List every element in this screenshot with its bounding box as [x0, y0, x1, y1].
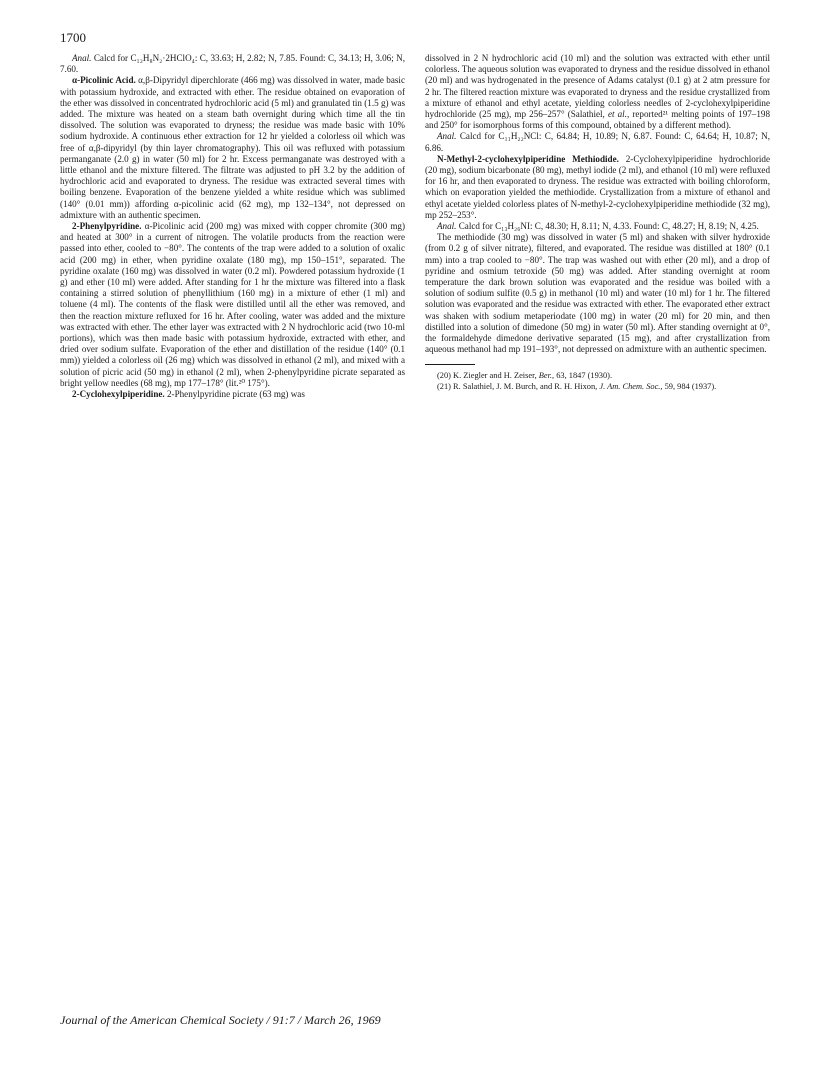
footnote-text: , 59, 984 (1937). — [660, 381, 717, 391]
section-heading: α-Picolinic Acid. — [72, 75, 136, 86]
footnote-text: , 63, 1847 (1930). — [552, 371, 613, 381]
analysis-paragraph — [60, 53, 405, 75]
anal-label: Anal. — [437, 221, 457, 232]
footnote-20 — [425, 371, 770, 381]
paragraph-text: , reported²¹ melting points of 197–198 and 250° for isomorphous forms of this compound, obtained by a different method). — [425, 109, 770, 131]
anal-label: Anal. — [437, 131, 457, 142]
section-heading: 2-Cyclohexylpiperidine. — [72, 389, 165, 400]
journal-name: Ber. — [538, 371, 553, 381]
paragraph-text: 2-Cyclohexylpiperidine hydrochloride (20 mg), sodium bicarbonate (80 mg), methyl iodide (2 ml), and ethanol (10 ml) were refluxed for 16 hr, and then evaporated to dryness. The residue was extracted with boiling chloroform, which on evaporation yielded the methiodide. Crystallization from a mixture of ethanol and ethyl acetate yielded colorless plates of N-methyl-2-cyclohexylpiperidine methiodide (32 mg), mp 252–253°. — [425, 153, 770, 220]
footnote-text: (20) K. Ziegler and H. Zeiser, — [437, 371, 539, 381]
analysis-text: Calcd for C₁₃H₂₆NI: C, 48.30; H, 8.11; N, 4.33. Found: C, 48.27; H, 8.19; N, 4.25. — [456, 221, 759, 232]
paragraph-text: The methiodide (30 mg) was dissolved in water (5 ml) and shaken with silver hydroxide (from 0.2 g of silver nitrate), filtered, and evaporated. The residue was distilled at 180° (0.1 mm) into a trap cooled to −80°. The trap was washed out with ether (20 ml), and a drop of pyridine and osmium tetroxide (50 mg) was added. After standing overnight at room temperature the dark brown solution was evaporated and the residue was boiled with a solution of sodium sulfite (0.5 g) in methanol (10 ml) and water (10 ml) for 1 hr. The filtered solution was evaporated and the residue was extracted with ether. The evaporated ether extract was shaken with sodium metaperiodate (100 mg) in water (20 ml) for 20 min, and then distilled into a solution of dimedone (50 mg) in water (50 ml). After standing overnight at 0°, the formaldehyde dimedone derivative separated (15 mg), and after crystallization from aqueous methanol had mp 191–193°, not depressed on admixture with an authentic specimen. — [425, 232, 770, 355]
paragraph-text: dissolved in 2 N hydrochloric acid (10 ml) and the solution was extracted with ether until colorless. The aqueous solution was evaporated to dryness and the residue dissolved in ethanol (20 ml) and was hydrogenated in the presence of Adams catalyst (0.1 g) at 2 atm pressure for 2 hr. The filtered reaction mixture was evaporated to dryness and the residue crystallized from a mixture of ethanol and ethyl acetate, yielding colorless needles of 2-cyclohexylpiperidine hydrochloride (25 mg), mp 256–257° (Salathiel, — [425, 53, 770, 120]
paragraph-text: α,β-Dipyridyl diperchlorate (466 mg) was dissolved in water, made basic with potassium hydroxide, and extracted with ether. The residue obtained on evaporation of the ether was dissolved in concentrated hydrochloric acid (5 ml) and granulated tin (1.5 g) was added. The mixture was heated on a steam bath overnight during which time all the tin dissolved. The solution was evaporated to dryness; the residue was made basic with 10% sodium hydroxide. A continuous ether extraction for 12 hr yielded a colorless oil which was free of α,β-dipyridyl (by thin layer chromatography). This oil was refluxed with potassium permanganate (2.0 g) in water (50 ml) for 2 hr. Excess permanganate was destroyed with a little ethanol and the mixture filtered. The filtrate was adjusted to pH 3.2 by the addition of hydrochloric acid and evaporated to dryness. The residue was extracted several times with boiling benzene. Evaporation of the benzene yielded a white residue which was sublimed (140° (0.01 mm)) affording α-picolinic acid (62 mg), mp 132–134°, not depressed on admixture with an authentic specimen. — [60, 75, 405, 220]
methiodide-paragraph — [425, 154, 770, 221]
right-column — [425, 53, 770, 392]
page-number: 1700 — [60, 30, 86, 45]
paragraph-text: 2-Phenylpyridine picrate (63 mg) was — [164, 389, 305, 400]
footnote-21 — [425, 382, 770, 392]
left-column — [60, 53, 405, 400]
picolinic-acid-paragraph — [60, 75, 405, 221]
anal-label: Anal. — [72, 53, 92, 63]
analysis-paragraph — [425, 221, 770, 232]
analysis-text: Calcd for C₁₂H₈N₂·2HClO₄: C, 33.63; H, 2.82; N, 7.85. Found: C, 34.13; H, 3.06; N, 7.60. — [60, 53, 405, 75]
section-heading: N-Methyl-2-cyclohexylpiperidine Methiodide. — [437, 153, 619, 164]
journal-footer: Journal of the American Chemical Society / 91:7 / March 26, 1969 — [60, 1013, 381, 1027]
journal-name: J. Am. Chem. Soc. — [599, 381, 661, 391]
footnote-text: (21) R. Salathiel, J. M. Burch, and R. H. Hixon, — [437, 381, 600, 391]
phenylpyridine-paragraph — [60, 221, 405, 389]
et-al: et al. — [607, 109, 627, 120]
analysis-text: Calcd for C₁₁H₂₂NCl: C, 64.84; H, 10.89; N, 6.87. Found: C, 64.64; H, 10.87; N, 6.86. — [425, 131, 770, 153]
paragraph-text: α-Picolinic acid (200 mg) was mixed with copper chromite (300 mg) and heated at 300° in a current of nitrogen. The volatile products from the reaction were passed into ether, cooled to −80°. The contents of the trap were added to a solution of oxalic acid (200 mg) in ether, when pyridine oxalate (180 mg), mp 150–151°, separated. The pyridine oxalate (160 mg) was dissolved in water (0.2 ml). Powdered potassium hydroxide (1 g) and ether (10 ml) were added. After standing for 1 hr the mixture was filtered into a flask containing a stirred solution of phenyllithium (160 mg) in a mixture of ether (1 ml) and toluene (4 ml). The contents of the flask were distilled until all the ether was removed, and then the reaction mixture refluxed for 16 hr. After cooling, water was added and the mixture was extracted with ether. The ether layer was extracted with 2 N hydrochloric acid (two 10-ml portions), which was then made basic with potassium hydroxide, extracted with ether, and dried over sodium sulfate. Evaporation of the ether and distillation of the residue (140° (0.1 mm)) yielded a colorless oil (26 mg) which was dissolved in ethanol (2 ml), and mixed with a solution of picric acid (50 mg) in ethanol (2 ml), when 2-phenylpyridine picrate separated as bright yellow needles (68 mg), mp 177–178° (lit.²⁰ 175°). — [60, 221, 405, 388]
section-heading: 2-Phenylpyridine. — [72, 221, 142, 232]
footnote-divider — [425, 364, 475, 365]
cyclohexylpiperidine-paragraph — [60, 389, 405, 400]
degradation-paragraph — [425, 232, 770, 355]
analysis-paragraph — [425, 131, 770, 153]
continued-paragraph — [425, 53, 770, 131]
